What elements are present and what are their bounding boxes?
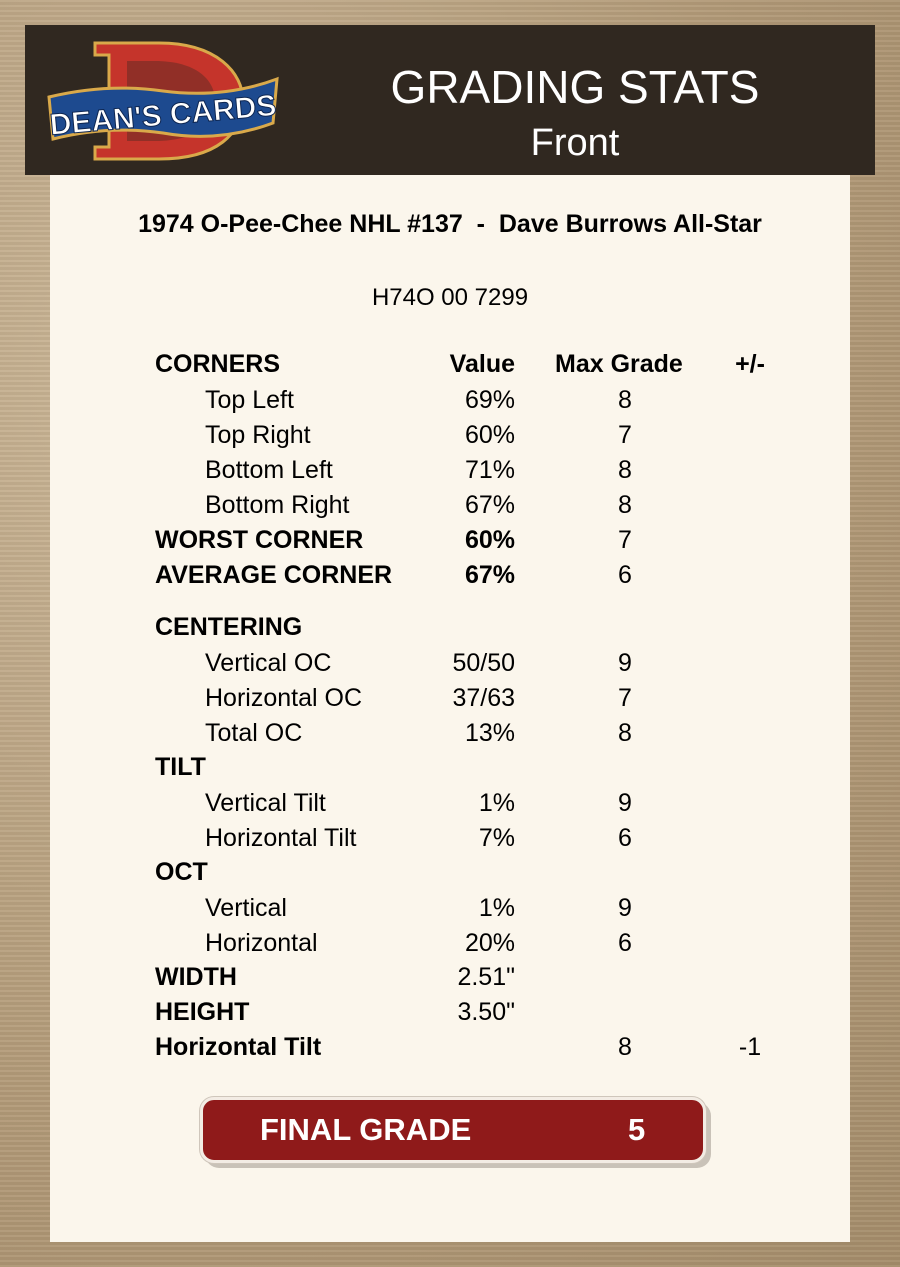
row-max-grade: 9 [618, 894, 632, 922]
width-row [50, 963, 850, 995]
average-corner-row [50, 561, 850, 593]
row-max-grade: 9 [618, 649, 632, 677]
table-row [50, 421, 850, 453]
logo-text: DEAN'S CARDS [48, 89, 278, 142]
row-max-grade: 8 [618, 456, 632, 484]
row-value: 69% [464, 386, 515, 414]
row-plus-minus: -1 [738, 1033, 762, 1061]
row-label: WIDTH [155, 963, 237, 991]
row-max-grade: 8 [618, 386, 632, 414]
card-title: 1974 O-Pee-Chee NHL #137 - Dave Burrows All-Star [138, 210, 762, 238]
row-value: 7% [478, 824, 515, 852]
row-value: 60% [464, 526, 515, 554]
tilt-header-row [50, 753, 850, 785]
column-header-value: Value [449, 350, 515, 378]
row-value: 20% [464, 929, 515, 957]
oct-header-row [50, 858, 850, 890]
row-value: 1% [478, 789, 515, 817]
row-max-grade: 8 [618, 1033, 632, 1061]
row-value: 2.51" [457, 963, 515, 991]
cert-number: H74O 00 7299 [371, 284, 529, 311]
page-title: GRADING STATS [390, 61, 760, 113]
table-row [50, 719, 850, 751]
row-value: 50/50 [452, 649, 515, 677]
row-label: Vertical OC [205, 649, 332, 677]
row-value: 60% [464, 421, 515, 449]
row-label: Horizontal [205, 929, 318, 957]
row-label: Horizontal OC [205, 684, 362, 712]
row-label: Vertical Tilt [205, 789, 326, 817]
corners-header-row [50, 350, 850, 382]
table-row [50, 386, 850, 418]
row-max-grade: 7 [618, 421, 632, 449]
table-row [50, 824, 850, 856]
section-label-corners: CORNERS [155, 350, 281, 378]
final-grade-badge [200, 1097, 706, 1163]
final-grade-label: FINAL GRADE [260, 1112, 472, 1147]
table-row [50, 929, 850, 961]
row-value: 13% [464, 719, 515, 747]
grading-panel [50, 175, 850, 1242]
row-max-grade: 6 [618, 561, 632, 589]
row-max-grade: 9 [618, 789, 632, 817]
row-label: Bottom Right [205, 491, 350, 519]
row-max-grade: 6 [618, 929, 632, 957]
final-grade-value: 5 [628, 1112, 646, 1147]
column-header-max-grade: Max Grade [555, 350, 683, 378]
table-row [50, 649, 850, 681]
column-header-plus-minus: +/- [735, 350, 765, 378]
row-label: Bottom Left [205, 456, 333, 484]
deans-cards-logo [47, 39, 279, 163]
table-row [50, 456, 850, 488]
row-max-grade: 7 [618, 684, 632, 712]
page-subtitle: Front [530, 122, 620, 164]
worst-corner-row [50, 526, 850, 558]
row-max-grade: 6 [618, 824, 632, 852]
table-row [50, 789, 850, 821]
row-max-grade: 8 [618, 719, 632, 747]
row-label: HEIGHT [155, 998, 250, 1026]
row-value: 1% [478, 894, 515, 922]
section-label-oct: OCT [155, 858, 208, 886]
row-label: Total OC [205, 719, 303, 747]
table-row [50, 684, 850, 716]
row-value: 71% [464, 456, 515, 484]
row-label: WORST CORNER [155, 526, 364, 554]
table-row [50, 894, 850, 926]
row-value: 67% [464, 561, 515, 589]
section-label-tilt: TILT [155, 753, 206, 781]
row-max-grade: 7 [618, 526, 632, 554]
centering-header-row [50, 613, 850, 645]
row-value: 3.50" [457, 998, 515, 1026]
row-label: AVERAGE CORNER [155, 561, 393, 589]
row-label: Vertical [205, 894, 287, 922]
horizontal-tilt-adjustment-row [50, 1033, 850, 1065]
row-label: Horizontal Tilt [155, 1033, 322, 1061]
row-max-grade: 8 [618, 491, 632, 519]
height-row [50, 998, 850, 1030]
row-value: 37/63 [452, 684, 515, 712]
header-bar [25, 25, 875, 175]
row-value: 67% [464, 491, 515, 519]
row-label: Top Right [205, 421, 311, 449]
section-label-centering: CENTERING [155, 613, 303, 641]
row-label: Top Left [205, 386, 294, 414]
row-label: Horizontal Tilt [205, 824, 357, 852]
table-row [50, 491, 850, 523]
